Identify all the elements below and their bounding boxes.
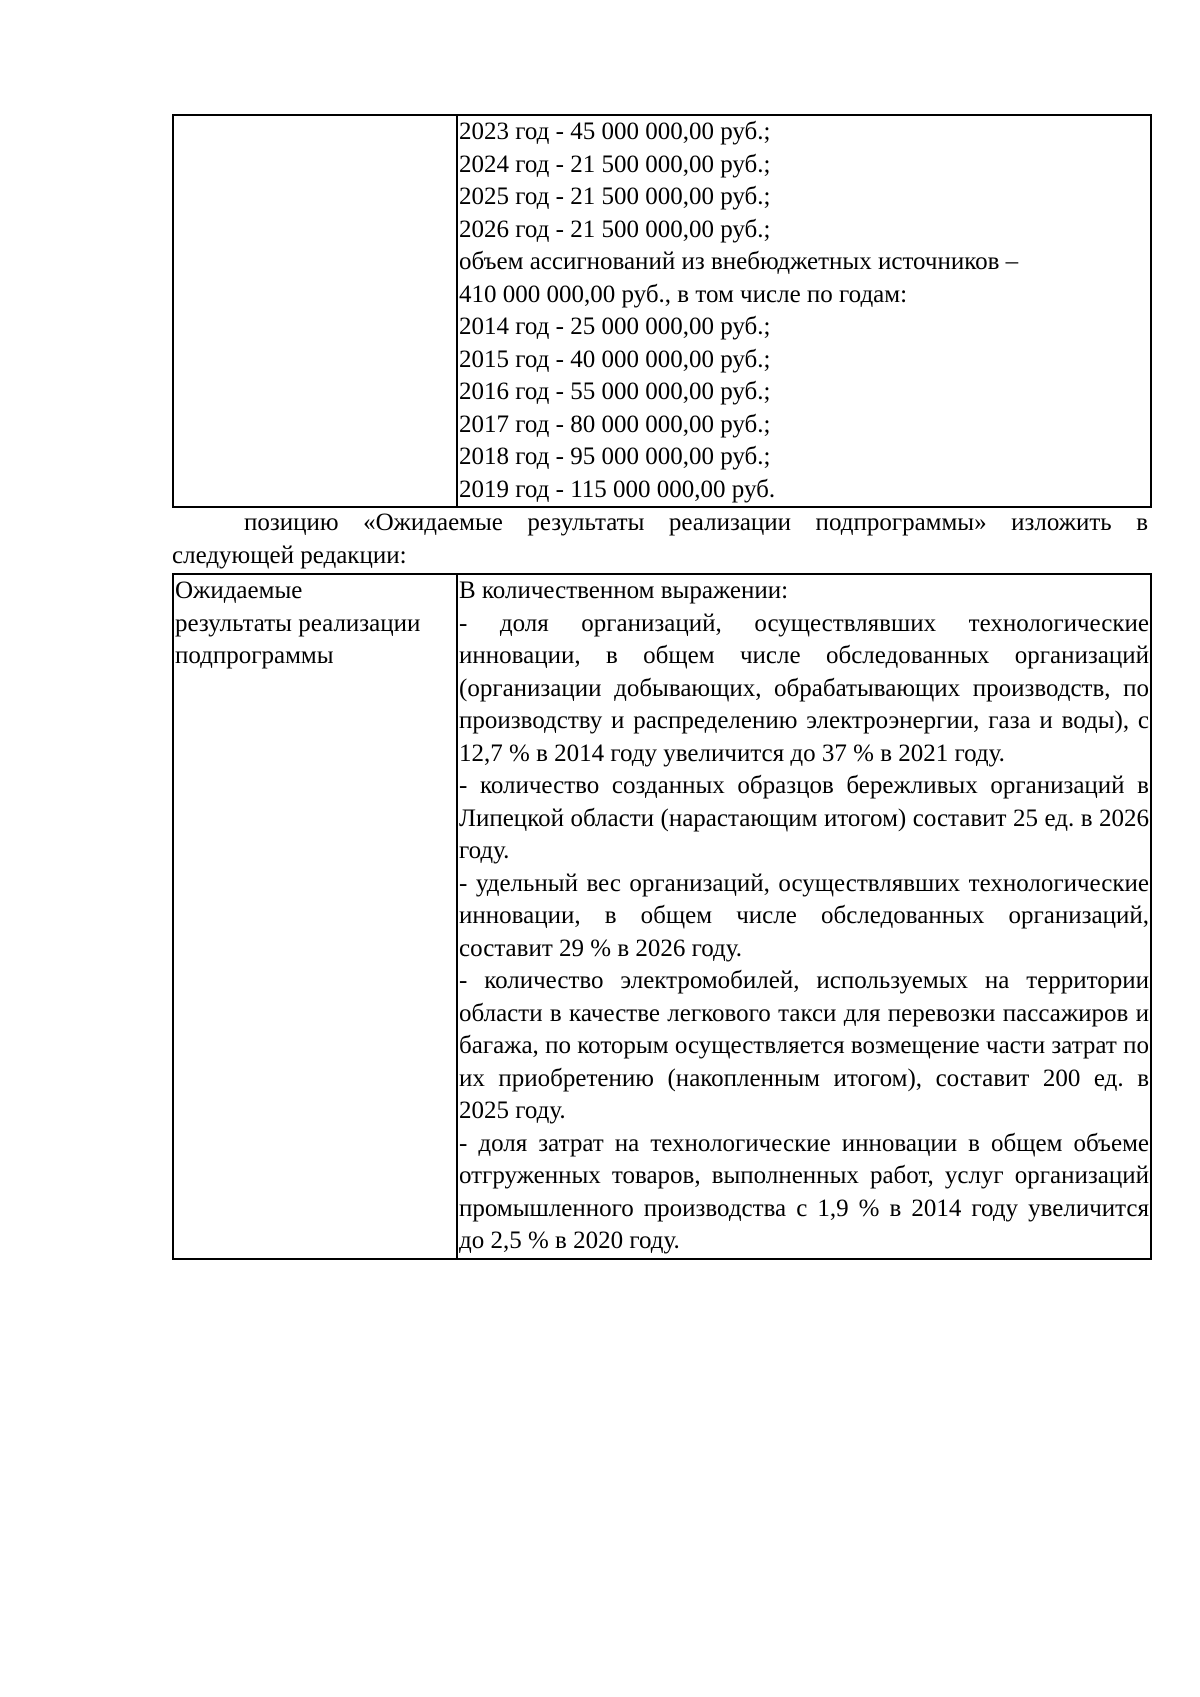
results-item: - количество электромобилей, используемых на территории области в качестве легкового такси для перевозки пассажиров и багажа, по которым осуществляется возмещение части затрат по их приобретению (накопленным итогом), составит 200 ед. в 2025 году. — [459, 967, 1149, 1124]
results-item: - доля организаций, осуществлявших технологические инновации, в общем числе обследованных организаций (организации добывающих, обрабатывающих производств, по производству и распределению электроэнергии, газа и воды), с 12,7 % в 2014 году увеличится до 37 % в 2021 году. — [459, 609, 1149, 767]
funding-line: 2018 год - 95 000 000,00 руб.; — [459, 443, 771, 470]
results-intro: В количественном выражении: — [459, 577, 789, 604]
funding-line: 2026 год - 21 500 000,00 руб.; — [459, 215, 771, 243]
funding-line: 410 000 000,00 руб., в том числе по годам: — [459, 280, 908, 308]
results-label-line: подпрограммы — [175, 642, 334, 669]
table-row — [173, 574, 1151, 1259]
funding-line: 2016 год - 55 000 000,00 руб.; — [459, 378, 771, 405]
funding-line: 2015 год - 40 000 000,00 руб.; — [459, 345, 771, 373]
funding-line: объем ассигнований из внебюджетных источников – — [459, 248, 1019, 275]
funding-table — [172, 114, 1152, 508]
results-item: - удельный вес организаций, осуществлявших технологические инновации, в общем числе обследованных организаций, составит 29 % в 2026 году. — [459, 869, 1149, 962]
results-table-label-cell — [173, 574, 457, 1259]
funding-line: 2017 год - 80 000 000,00 руб.; — [459, 410, 771, 438]
instruction-paragraph: позицию «Ожидаемые результаты реализации подпрограммы» изложить в следующей редакции: — [172, 509, 1148, 569]
results-table-content-cell — [457, 574, 1151, 1259]
results-item: - количество созданных образцов бережливых организаций в Липецкой области (нарастающим итогом) составит 25 ед. в 2026 году. — [459, 772, 1149, 864]
funding-table-left-cell — [173, 115, 457, 507]
funding-line: 2019 год - 115 000 000,00 руб. — [459, 475, 776, 503]
funding-line: 2025 год - 21 500 000,00 руб.; — [459, 183, 771, 210]
results-item: - доля затрат на технологические инновации в общем объеме отгруженных товаров, выполненных работ, услуг организаций промышленного производства с 1,9 % в 2014 году увеличится до 2,5 % в 2020 году. — [459, 1129, 1149, 1254]
table-row — [173, 115, 1151, 507]
results-label-line: результаты реализации — [175, 609, 421, 637]
funding-table-right-cell — [457, 115, 1151, 507]
results-label-line: Ожидаемые — [175, 577, 303, 604]
funding-line: 2023 год - 45 000 000,00 руб.; — [459, 118, 771, 145]
funding-line: 2014 год - 25 000 000,00 руб.; — [459, 313, 771, 340]
funding-line: 2024 год - 21 500 000,00 руб.; — [459, 150, 771, 178]
results-table — [172, 573, 1152, 1260]
